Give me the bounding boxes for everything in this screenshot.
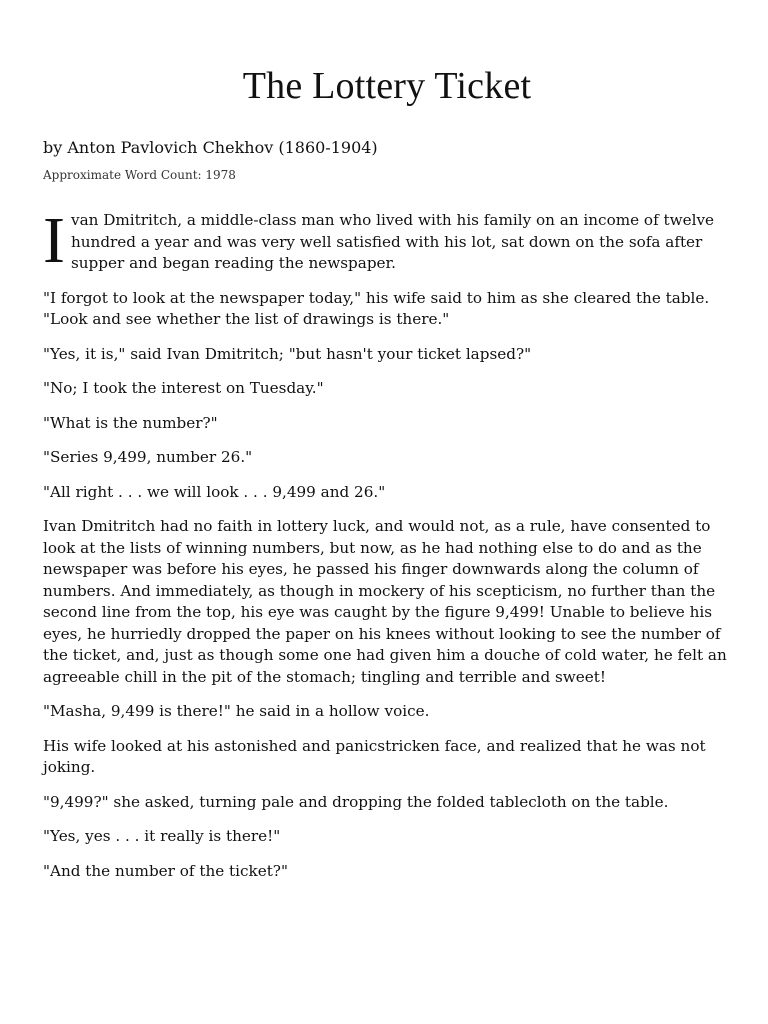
document-page (43, 0, 731, 895)
story-paragraph: "Series 9,499, number 26." (43, 448, 253, 466)
story-paragraph (43, 204, 731, 277)
drop-cap: I (43, 204, 65, 277)
author-byline: by Anton Pavlovich Chekhov (1860-1904) (43, 138, 378, 157)
story-paragraph: His wife looked at his astonished and panicstricken face, and realized that he was not joking. (43, 736, 706, 776)
page-title: The Lottery Ticket (242, 65, 532, 107)
story-paragraph: "Yes, it is," said Ivan Dmitritch; "but hasn't your ticket lapsed?" (43, 344, 532, 363)
story-paragraph: Ivan Dmitritch had no faith in lottery luck, and would not, as a rule, have consented to look at the lists of winning numbers, but now, as he had nothing else to do and as the newspaper was before his eyes, he passed his finger downwards along the column of numbers. And immediately, as though in mockery of his scepticism, no further than the second line from the top, his eye was caught by the figure 9,499! Unable to believe his eyes, he hurriedly dropped the paper on his knees without looking to see the number of the ticket, and, just as though some one had given him a douche of cold water, he felt an agreeable chill in the pit of the stomach; tingling and terrible and sweet! (43, 517, 727, 686)
story-paragraph: "Yes, yes . . . it really is there!" (43, 827, 281, 845)
word-count: Approximate Word Count: 1978 (43, 168, 236, 182)
story-paragraph: "9,499?" she asked, turning pale and dropping the folded tablecloth on the table. (43, 792, 669, 811)
story-paragraph: "All right . . . we will look . . . 9,499 and 26." (43, 482, 386, 501)
story-body (43, 204, 731, 882)
story-paragraph: "Masha, 9,499 is there!" he said in a hollow voice. (43, 702, 430, 720)
story-paragraph: "What is the number?" (43, 413, 218, 432)
first-paragraph-text: van Dmitritch, a middle-class man who lived with his family on an income of twelve hundred a year and was very well satisfied with his lot, sat down on the sofa after supper and began reading the newspaper. (70, 211, 715, 272)
story-paragraph: "And the number of the ticket?" (43, 861, 288, 880)
story-paragraph: "No; I took the interest on Tuesday." (43, 379, 324, 397)
story-paragraph: "I forgot to look at the newspaper today," his wife said to him as she cleared the table. "Look and see whether the list of drawings is there." (43, 288, 710, 328)
